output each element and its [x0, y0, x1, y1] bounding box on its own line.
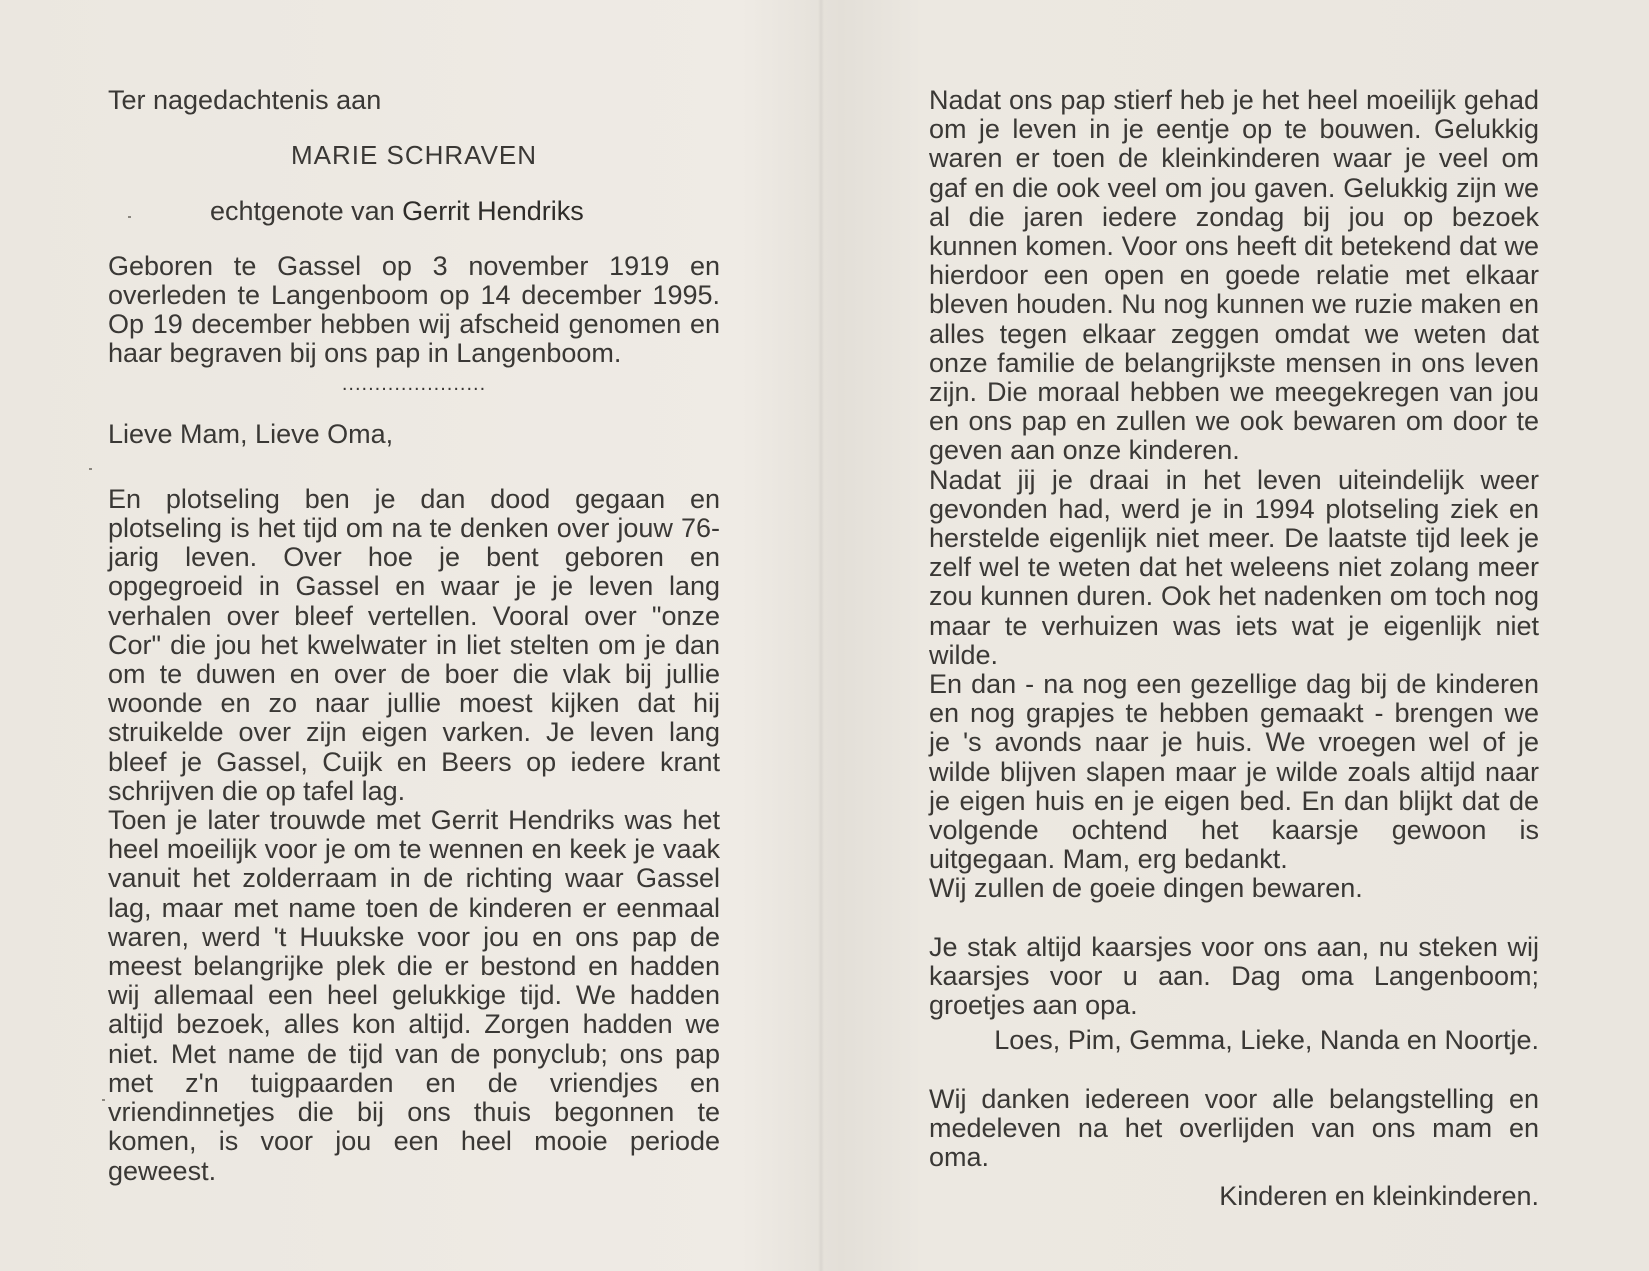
spouse-prefix: echtgenote van	[210, 196, 395, 227]
dotted-separator: ......................	[341, 373, 487, 396]
left-page	[108, 86, 720, 1186]
right-paragraph-3: En dan - na nog een gezellige dag bij de kinderen en nog grapjes te hebben gemaakt - brengen we je 's avonds naar je huis. We vroegen wel of je wilde blijven slapen maar je wilde zoals altijd naar je eigen huis en je eigen bed. En dan blijkt dat de volgende ochtend het kaarsje gewoon is uitgegaan. Mam, erg bedankt.	[929, 669, 1539, 875]
deceased-name: MARIE SCHRAVEN	[290, 140, 538, 171]
right-page	[929, 86, 1539, 1211]
paper-speck	[102, 1099, 105, 1101]
letter-paragraph-1: En plotseling ben je dan dood gegaan en plotseling is het tijd om na te denken over jouw 76-jarig leven. Over hoe je bent geboren en opgegroeid in Gassel en waar je je leven lang verhalen over bleef vertellen. Vooral over "onze Cor" die jou het kwelwater in liet stelten om je dan om te duwen en over de boer die vlak bij jullie woonde en zo naar jullie moest kijken dat hij struikelde over zijn eigen varken. Je leven lang bleef je Gassel, Cuijk en Beers op iedere krant schrijven die op tafel lag.	[108, 483, 720, 806]
birth-death-paragraph: Geboren te Gassel op 3 november 1919 en overleden te Langenboom op 14 december 1995. Op 19 december hebben wij afscheid genomen en haar begraven bij ons pap in Langenboom.	[108, 250, 720, 369]
intro-text: Ter nagedachtenis aan	[108, 85, 382, 115]
letter-paragraph-2: Toen je later trouwde met Gerrit Hendriks was het heel moeilijk voor je om te wennen en keek je vaak vanuit het zolderraam in de richting waar Gassel lag, maar met name toen de kinderen er eenmaal waren, werd 't Huukske voor jou en ons pap de meest belangrijke plek die er bestond en hadden wij allemaal een heel gelukkige tijd. We hadden altijd bezoek, alles kon altijd. Zorgen hadden we niet. Met name de tijd van de ponyclub; ons pap met z'n tuigpaarden en de vriendjes en vriendinnetjes die bij ons thuis begonnen te komen, is voor jou een heel mooie periode geweest.	[108, 805, 720, 1186]
letter-greeting: Lieve Mam, Lieve Oma,	[108, 418, 394, 449]
right-paragraph-2: Nadat jij je draai in het leven uiteindelijk weer gevonden had, werd je in 1994 plotseling ziek en herstelde eigenlijk niet meer. De laatste tijd leek je zelf wel te weten dat het weleens niet zolang meer zou kunnen duren. Ook het nadenken om toch nog maar te verhuizen was iets wat je eigenlijk niet wilde.	[929, 464, 1539, 670]
right-paragraph-1: Nadat ons pap stierf heb je het heel moeilijk gehad om je leven in je eentje op te bouwen. Gelukkig waren er toen de kleinkinderen waar je veel om gaf en die ook veel om jou gaven. Gelukkig zijn we al die jaren iedere zondag bij jou op bezoek kunnen komen. Voor ons heeft dit betekend dat we hierdoor een open en goede relatie met elkaar bleven houden. Nu nog kunnen we ruzie maken en alles tegen elkaar zeggen omdat we weten dat onze familie de belangrijkste mensen in ons leven zijn. Die moraal hebben we meegekregen van jou en ons pap en zullen we ook bewaren om door te geven aan onze kinderen.	[929, 85, 1539, 466]
right-paragraph-4: Wij zullen de goeie dingen bewaren.	[929, 873, 1363, 904]
closing-line: Kinderen en kleinkinderen.	[1219, 1181, 1539, 1212]
candles-paragraph: Je stak altijd kaarsjes voor ons aan, nu steken wij kaarsjes voor u aan. Dag oma Langenboom; groetjes aan opa.	[929, 931, 1539, 1021]
paper-speck	[89, 468, 92, 470]
spouse-name: Gerrit Hendriks	[402, 196, 584, 227]
spouse-line	[108, 197, 720, 226]
thanks-paragraph: Wij danken iedereen voor alle belangstelling en medeleven na het overlijden van ons mam en oma.	[929, 1083, 1539, 1172]
card-fold	[818, 0, 824, 1271]
signers-line: Loes, Pim, Gemma, Lieke, Nanda en Noortje.	[994, 1025, 1539, 1056]
paper-speck	[128, 216, 131, 218]
